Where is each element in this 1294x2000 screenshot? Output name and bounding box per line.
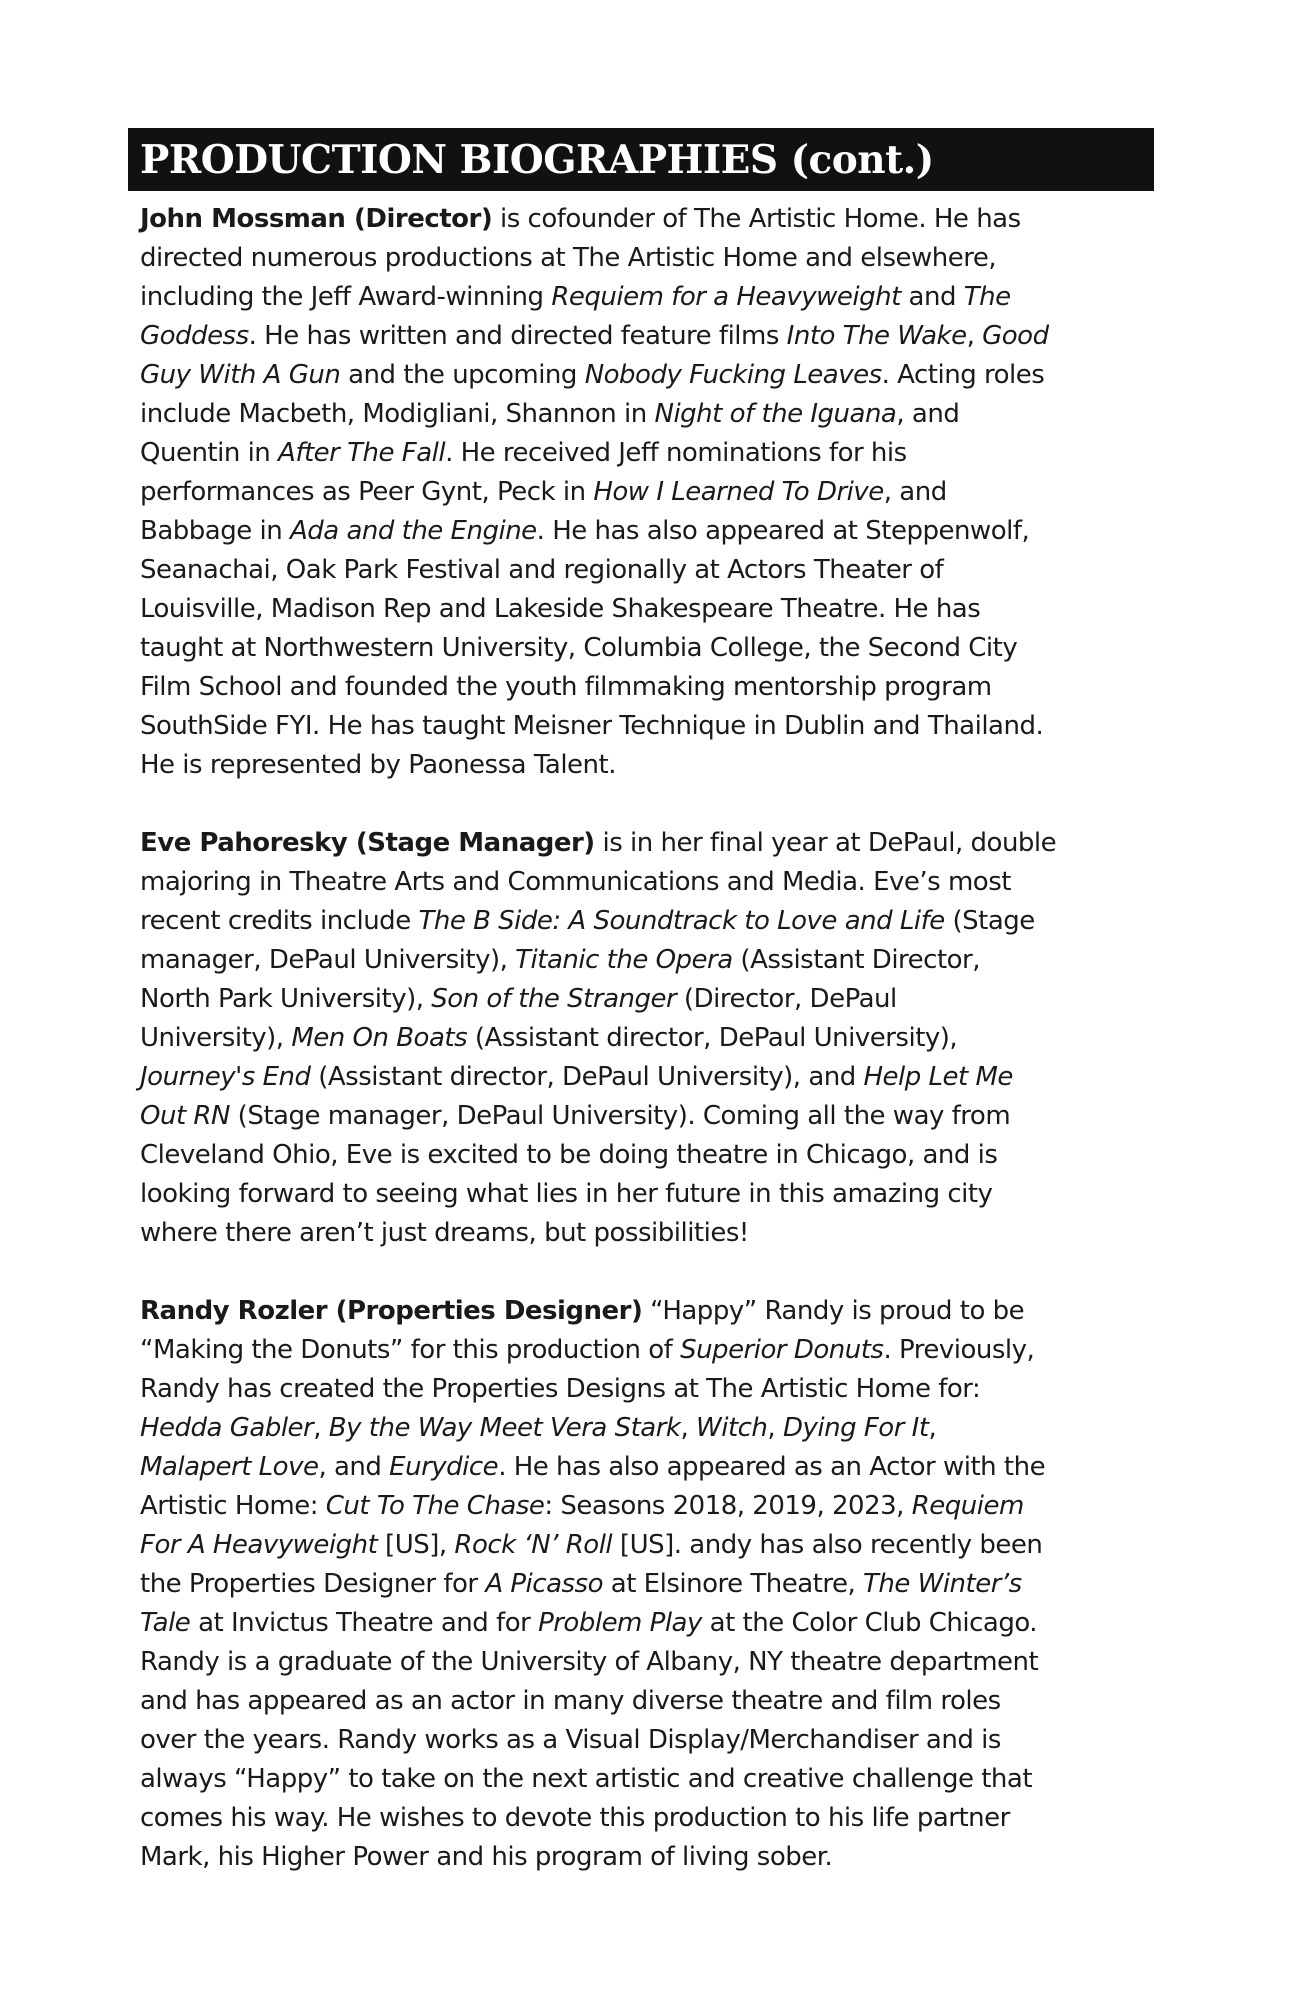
biography-line	[140, 278, 1154, 317]
biography-text: University),	[140, 1023, 292, 1053]
biography-text: performances as Peer Gynt, Peck in	[140, 477, 594, 507]
biography-text: where there aren’t just dreams, but possibilities!	[140, 1218, 749, 1248]
biography-text: , and	[318, 1452, 390, 1482]
work-title: Men On Boats	[291, 1023, 468, 1053]
biography-text: He is represented by Paonessa Talent.	[140, 750, 616, 780]
work-title: Journey's End	[140, 1062, 311, 1092]
work-title: Nobody Fucking Leaves	[584, 360, 882, 390]
biography-text: “Happy” Randy is proud to be	[642, 1296, 1025, 1326]
biography-line	[140, 434, 1154, 473]
biography-text: (Stage	[944, 906, 1035, 936]
biography-line	[140, 200, 1154, 239]
biography-line	[140, 1721, 1154, 1760]
biography-name: Eve Pahoresky (Stage Manager)	[140, 828, 595, 858]
biography-line	[140, 1838, 1154, 1877]
biography-text: manager, DePaul University),	[140, 945, 516, 975]
biography-text: (Assistant director, DePaul University),	[467, 1023, 958, 1053]
biography-line	[140, 473, 1154, 512]
biography-line	[140, 1292, 1154, 1331]
biography-line	[140, 1760, 1154, 1799]
biography-text: and	[900, 282, 964, 312]
biography-text: the Properties Designer for	[140, 1569, 486, 1599]
biography-text: North Park University),	[140, 984, 432, 1014]
biography-line	[140, 590, 1154, 629]
biography-line	[140, 1565, 1154, 1604]
work-title: By the Way Meet Vera Stark	[328, 1413, 681, 1443]
biography-line	[140, 746, 1154, 785]
work-title: Out RN	[140, 1101, 230, 1131]
biography-1	[140, 200, 1154, 785]
biography-text: comes his way. He wishes to devote this production to his life partner	[140, 1803, 1010, 1833]
work-title: For A Heavyweight	[140, 1530, 378, 1560]
biography-line	[140, 1409, 1154, 1448]
biography-line	[140, 551, 1154, 590]
biography-text: SouthSide FYI. He has taught Meisner Technique in Dublin and Thailand.	[140, 711, 1044, 741]
biography-line	[140, 356, 1154, 395]
biography-text: ,	[928, 1413, 937, 1443]
work-title: Guy With A Gun	[140, 360, 341, 390]
biography-text: . Acting roles	[881, 360, 1045, 390]
work-title: Requiem	[911, 1491, 1024, 1521]
biography-text: is in her final year at DePaul, double	[594, 828, 1057, 858]
work-title: Night of the Iguana	[654, 399, 897, 429]
biography-line	[140, 1487, 1154, 1526]
biography-text: . Previously,	[883, 1335, 1035, 1365]
biography-text: . He received Jeff nominations for his	[445, 438, 907, 468]
biography-text: ,	[680, 1413, 697, 1443]
work-title: Good	[982, 321, 1049, 351]
work-title: Into The Wake	[786, 321, 967, 351]
biography-line	[140, 1058, 1154, 1097]
biography-text: [US],	[377, 1530, 455, 1560]
biography-line	[140, 1097, 1154, 1136]
biography-line	[140, 824, 1154, 863]
work-title: Requiem for a Heavyweight	[551, 282, 901, 312]
work-title: The B Side: A Soundtrack to Love and Life	[418, 906, 945, 936]
work-title: After The Fall	[278, 438, 446, 468]
work-title: Help Let Me	[863, 1062, 1013, 1092]
biography-text: , and	[883, 477, 947, 507]
biography-text: and has appeared as an actor in many diverse theatre and film roles	[140, 1686, 1001, 1716]
biography-text: Artistic Home:	[140, 1491, 326, 1521]
biography-text: : Seasons 2018, 2019, 2023,	[544, 1491, 912, 1521]
biography-text: Randy is a graduate of the University of Albany, NY theatre department	[140, 1647, 1039, 1677]
work-title: Superior Donuts	[680, 1335, 884, 1365]
biography-text: . He has also appeared at Steppenwolf,	[536, 516, 1030, 546]
biography-line	[140, 239, 1154, 278]
biography-text: including the Jeff Award-winning	[140, 282, 552, 312]
biography-name: Randy Rozler (Properties Designer)	[140, 1296, 643, 1326]
biography-line	[140, 1526, 1154, 1565]
work-title: How I Learned To Drive	[593, 477, 884, 507]
biography-text: (Assistant director, DePaul University), and	[310, 1062, 864, 1092]
page-title: PRODUCTION BIOGRAPHIES (cont.)	[140, 136, 934, 183]
biography-line	[140, 668, 1154, 707]
work-title: Witch	[696, 1413, 768, 1443]
biography-2	[140, 824, 1154, 1253]
biography-3	[140, 1292, 1154, 1877]
work-title: The Winter’s	[862, 1569, 1022, 1599]
biography-line	[140, 941, 1154, 980]
biography-line	[140, 707, 1154, 746]
biography-text: always “Happy” to take on the next artistic and creative challenge that	[140, 1764, 1033, 1794]
work-title: Rock ‘N’ Roll	[454, 1530, 613, 1560]
biography-line	[140, 512, 1154, 551]
biography-text: Mark, his Higher Power and his program of living sober.	[140, 1842, 833, 1872]
biography-line	[140, 1175, 1154, 1214]
biography-text: Quentin in	[140, 438, 279, 468]
biography-line	[140, 1019, 1154, 1058]
biography-text: (Director, DePaul	[676, 984, 897, 1014]
biography-text: and the upcoming	[340, 360, 585, 390]
biography-text: at Invictus Theatre and for	[190, 1608, 539, 1638]
biography-line	[140, 1448, 1154, 1487]
biography-text: directed numerous productions at The Artistic Home and elsewhere,	[140, 243, 997, 273]
biography-text: recent credits include	[140, 906, 419, 936]
biography-text: Film School and founded the youth filmmaking mentorship program	[140, 672, 992, 702]
work-title: Goddess	[140, 321, 249, 351]
biography-text: looking forward to seeing what lies in her future in this amazing city	[140, 1179, 993, 1209]
biography-text: “Making the Donuts” for this production of	[140, 1335, 681, 1365]
work-title: Problem Play	[538, 1608, 702, 1638]
biography-line	[140, 1799, 1154, 1838]
biography-text: majoring in Theatre Arts and Communications and Media. Eve’s most	[140, 867, 1011, 897]
biography-text: over the years. Randy works as a Visual Display/Merchandiser and is	[140, 1725, 1001, 1755]
biography-line	[140, 902, 1154, 941]
biography-line	[140, 1331, 1154, 1370]
biography-line	[140, 317, 1154, 356]
biography-line	[140, 980, 1154, 1019]
work-title: Malapert Love	[140, 1452, 319, 1482]
work-title: Son of the Stranger	[431, 984, 677, 1014]
work-title: A Picasso	[485, 1569, 604, 1599]
work-title: The	[963, 282, 1011, 312]
biography-text: include Macbeth, Modigliani, Shannon in	[140, 399, 655, 429]
biography-text: . He has also appeared as an Actor with the	[498, 1452, 1046, 1482]
biography-text: Randy has created the Properties Designs at The Artistic Home for:	[140, 1374, 981, 1404]
biography-line	[140, 1370, 1154, 1409]
biography-text: ,	[767, 1413, 783, 1443]
biography-text: , and	[896, 399, 960, 429]
biography-line	[140, 1604, 1154, 1643]
biography-text: at the Color Club Chicago.	[701, 1608, 1038, 1638]
biography-text: taught at Northwestern University, Columbia College, the Second City	[140, 633, 1018, 663]
biography-text: ,	[313, 1413, 329, 1443]
biography-text: ,	[966, 321, 983, 351]
work-title: Tale	[140, 1608, 191, 1638]
biography-name: John Mossman (Director)	[140, 204, 493, 234]
biographies-list	[140, 200, 1154, 1916]
work-title: Ada and the Engine	[289, 516, 537, 546]
work-title: Hedda Gabler	[140, 1413, 314, 1443]
biography-text: Seanachai, Oak Park Festival and regionally at Actors Theater of	[140, 555, 944, 585]
biography-line	[140, 395, 1154, 434]
work-title: Cut To The Chase	[325, 1491, 545, 1521]
biography-line	[140, 629, 1154, 668]
biography-text: Cleveland Ohio, Eve is excited to be doing theatre in Chicago, and is	[140, 1140, 998, 1170]
biography-text: is cofounder of The Artistic Home. He has	[492, 204, 1021, 234]
biography-line	[140, 1682, 1154, 1721]
biography-text: Babbage in	[140, 516, 290, 546]
work-title: Eurydice	[389, 1452, 499, 1482]
biography-line	[140, 1136, 1154, 1175]
work-title: Dying For It	[782, 1413, 929, 1443]
work-title: Titanic the Opera	[515, 945, 733, 975]
biography-text: . He has written and directed feature films	[248, 321, 787, 351]
biography-text: Louisville, Madison Rep and Lakeside Shakespeare Theatre. He has	[140, 594, 981, 624]
biography-text: at Elsinore Theatre,	[603, 1569, 863, 1599]
biography-text: [US]. andy has also recently been	[612, 1530, 1043, 1560]
biography-text: (Assistant Director,	[732, 945, 981, 975]
biography-line	[140, 863, 1154, 902]
biography-text: (Stage manager, DePaul University). Coming all the way from	[229, 1101, 1011, 1131]
biography-line	[140, 1643, 1154, 1682]
biography-line	[140, 1214, 1154, 1253]
page-header-bar	[128, 128, 1154, 191]
